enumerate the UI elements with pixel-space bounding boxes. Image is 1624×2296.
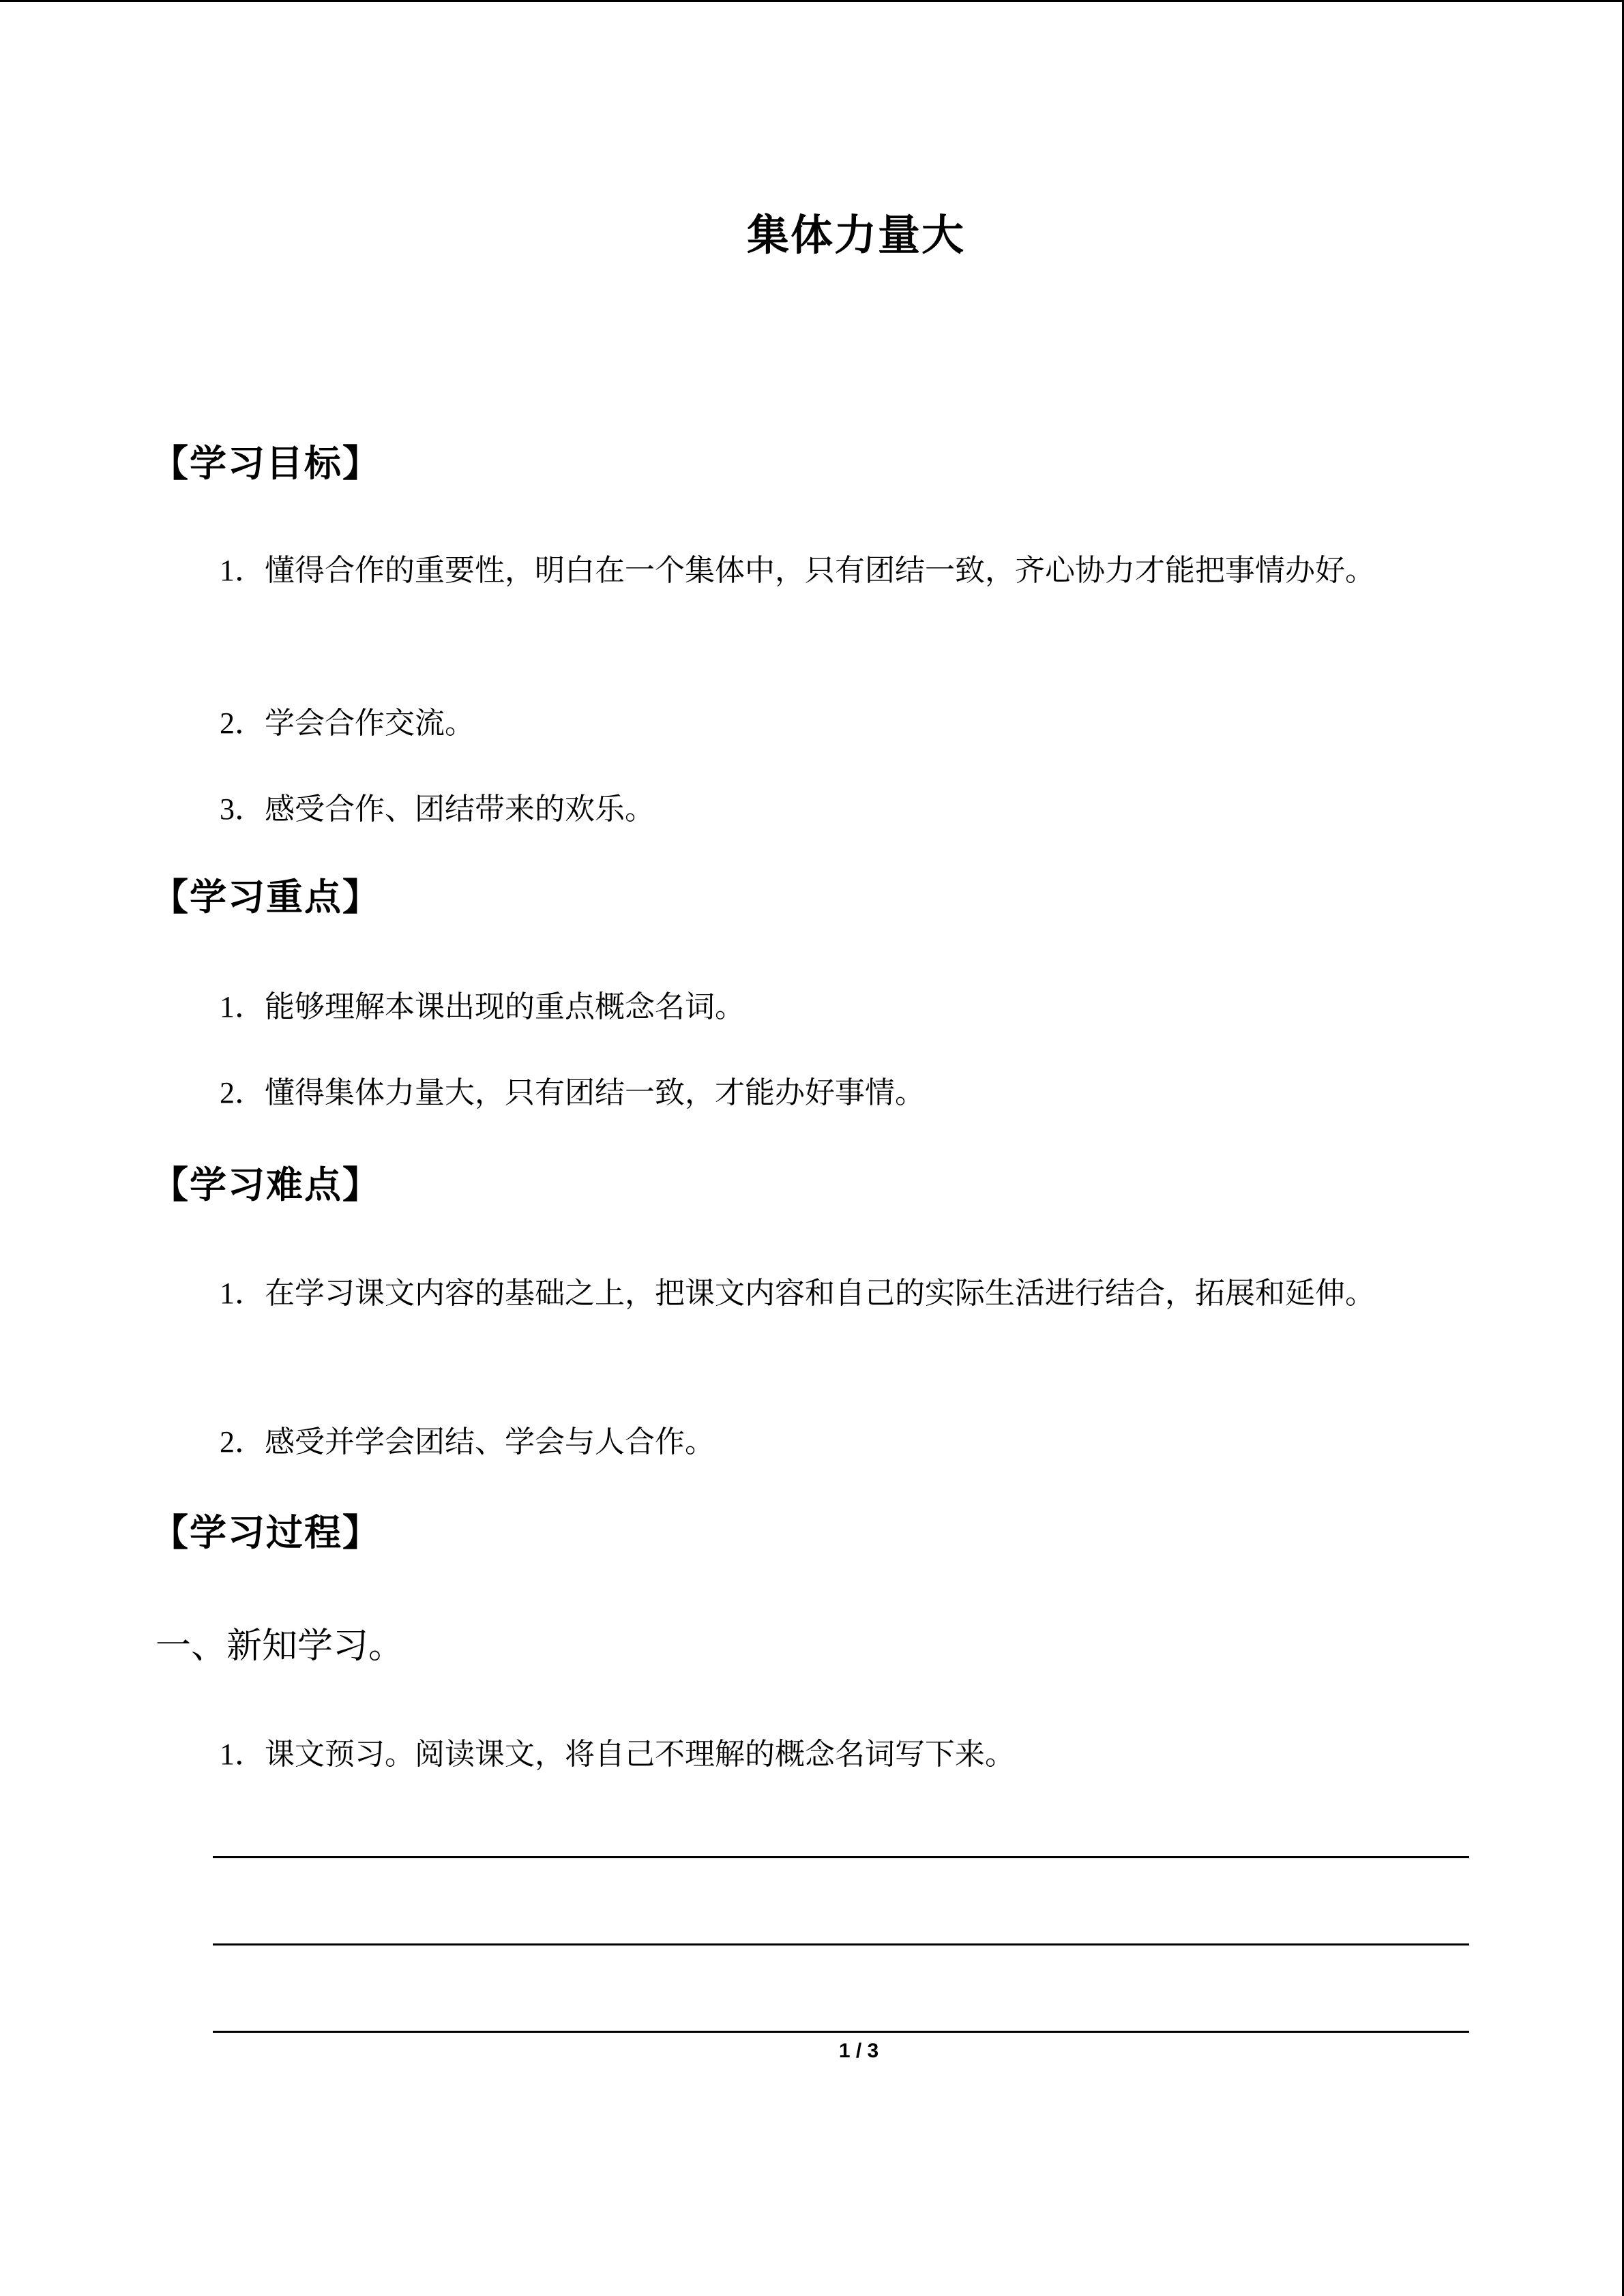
item-number: 3． [220,792,265,826]
answer-line-3[interactable] [213,2031,1469,2033]
goal-item-2 [157,693,1419,754]
section-heading-difficulties: 【学习难点】 [151,1163,381,1206]
page-border-top [0,0,1624,2]
item-number: 2． [220,706,265,740]
item-text: 课文预习。阅读课文，将自己不理解的概念名词写下来。 [265,1737,1015,1772]
answer-line-2[interactable] [213,1943,1469,1945]
item-number: 1． [220,1277,265,1310]
difficulty-item-2 [157,1412,1419,1473]
item-text: 能够理解本课出现的重点概念名词。 [265,989,745,1024]
key-point-item-1 [157,976,1419,1038]
item-text: 懂得集体力量大，只有团结一致，才能办好事情。 [265,1075,925,1110]
item-text: 学会合作交流。 [265,706,475,741]
key-point-item-2 [157,1062,1419,1124]
goal-item-3 [157,779,1419,840]
section-heading-goals: 【学习目标】 [151,442,381,485]
item-text: 在学习课文内容的基础之上，把课文内容和自己的实际生活进行结合，拓展和延伸。 [265,1276,1375,1311]
item-number: 1． [220,990,265,1024]
process-item-1 [157,1724,1419,1785]
item-text: 感受并学会团结、学会与人合作。 [265,1425,715,1459]
item-number: 2． [220,1076,265,1109]
difficulty-item-1 [157,1263,1419,1324]
section-heading-key-points: 【学习重点】 [151,876,381,919]
section-heading-process: 【学习过程】 [151,1511,381,1554]
subsection-new-knowledge: 一、新知学习。 [156,1626,404,1667]
item-number: 1． [220,554,265,587]
goal-item-1 [157,540,1419,601]
page-number: 1 / 3 [838,2040,879,2062]
item-text: 懂得合作的重要性，明白在一个集体中，只有团结一致，齐心协力才能把事情办好。 [265,553,1375,588]
answer-line-1[interactable] [213,1856,1469,1858]
item-text: 感受合作、团结带来的欢乐。 [265,792,655,826]
item-number: 1． [220,1738,265,1771]
item-number: 2． [220,1425,265,1459]
document-title: 集体力量大 [746,210,965,260]
